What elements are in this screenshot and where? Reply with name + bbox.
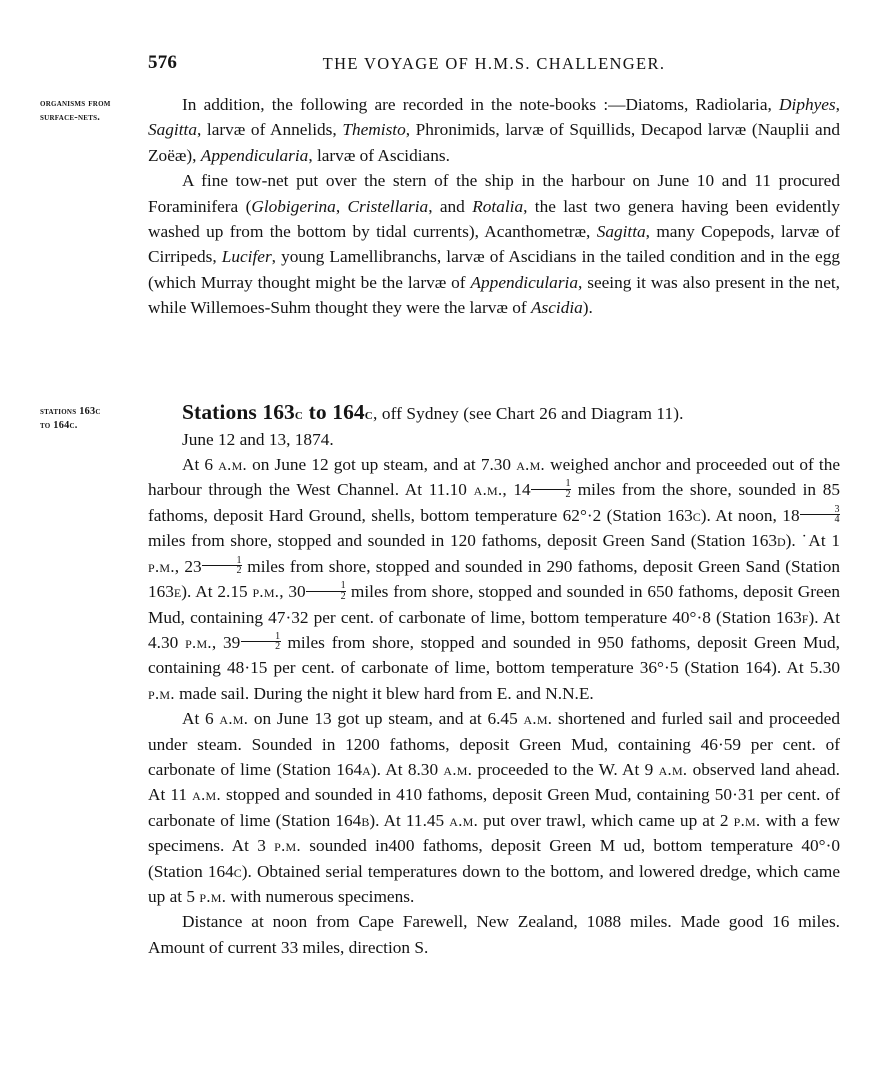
time-meridiem: a.m.	[516, 455, 545, 475]
time-meridiem: p.m.	[185, 632, 212, 652]
station-letter: d	[776, 531, 786, 551]
taxon-themisto: Themisto	[342, 120, 406, 140]
sidenote-organisms-line-1: organisms from	[40, 98, 111, 109]
paragraph-june-12-log: At 6 a.m. on June 12 got up steam, and at 7.30 a.m. weighed anchor and proceeded out of the harbour through the West Channel. At 11.10 a.m., 14 $\frac{1}{2}$ miles from the shore, sounded in 85 fathoms, deposit Hard Ground, shells, bottom temperature 62 ° · 2 (Station 163c). At noon, 18 $\frac{3}{4}$ miles from shore, stopped and sounded in 120 fathoms, deposit Green Sand (Station 163d). ˙At 1 p.m., 23 $\frac{1}{2}$ miles from shore, stopped and sounded in 290 fathoms, deposit Green Sand (Station 163e). At 2.15 p.m., 30 $\frac{1}{2}$ miles from shore, stopped and sounded in 650 fathoms, deposit Green Mud, containing 47 · 32 per cent. of carbonate of lime, bottom temperature 40 ° · 8 (Station 163f). At 4.30 p.m., 39 $\frac{1}{2}$ miles from shore, stopped and sounded in 950 fathoms, deposit Green Mud, containing 48 · 15 per cent. of carbonate of lime, bottom temperature 36 ° · 5 (Station 164). At 5.30 p.m. made sail. During the night it blew hard from E. and N.N.E.	[148, 452, 840, 706]
text-column	[148, 92, 840, 960]
time-meridiem: a.m.	[449, 810, 479, 830]
time-meridiem: a.m.	[473, 480, 503, 500]
section-spacer	[148, 321, 840, 399]
page-number: 576	[148, 52, 178, 73]
sidenote-stations-line-2: to 164c.	[40, 419, 78, 431]
degree-sign	[657, 658, 664, 677]
time-meridiem: p.m.	[148, 556, 175, 576]
station-letter: e	[173, 582, 182, 602]
taxon-rotalia: Rotalia	[472, 196, 524, 216]
taxon-lucifer: Lucifer	[221, 247, 272, 267]
station-letter: b	[361, 810, 370, 830]
paragraph-surface-net-organisms: In addition, the following are recorded in the note-books :—Diatoms, Radiolaria, Diphyes, Sagitta, larvæ of Annelids, Themisto, Phronimids, larvæ of Squillids, Decapod larvæ (Nauplii and Zoëæ), Appendicularia, larvæ of Ascidians.	[148, 95, 840, 165]
time-meridiem: a.m.	[218, 455, 247, 475]
sidenote-stations-line-1: stations 163c	[40, 406, 101, 417]
sidenote-organisms-line-2: surface-nets.	[40, 111, 101, 123]
station-letter: a	[362, 759, 371, 779]
time-meridiem: a.m.	[192, 785, 221, 805]
time-meridiem: a.m.	[658, 759, 688, 779]
taxon-globigerina: Globigerina	[251, 196, 336, 216]
taxon-sagitta: Sagitta	[148, 120, 197, 140]
running-head	[148, 52, 840, 74]
taxon-sagitta-2: Sagitta	[596, 222, 646, 242]
time-meridiem: a.m.	[219, 709, 249, 729]
section-heading-stations-163c-164c: Stations 163c to 164c, off Sydney (see Chart 26 and Diagram 11).	[182, 399, 684, 424]
taxon-appendicularia-2: Appendicularia	[470, 272, 578, 292]
station-letter: f	[801, 607, 809, 627]
paragraph-distance-summary: Distance at noon from Cape Farewell, New Zealand, 1088 miles. Made good 16 miles. Amount of current 33 miles, direction S.	[148, 912, 840, 957]
running-title: THE VOYAGE OF H.M.S. CHALLENGER.	[322, 54, 666, 73]
time-meridiem: p.m.	[252, 582, 280, 602]
taxon-appendicularia: Appendicularia	[200, 145, 309, 165]
sidenote-organisms-from-surface-nets	[40, 97, 152, 124]
time-meridiem: p.m.	[274, 836, 301, 856]
date-line: June 12 and 13, 1874.	[182, 429, 334, 449]
paragraph-tow-net-haul: A fine tow-net put over the stern of the ship in the harbour on June 10 and 11 procured Foraminifera (Globigerina, Cristellaria, and Rotalia, the last two genera having been evidently washed up from the bottom by tidal currents), Acanthometræ, Sagitta, many Copepods, larvæ of Cirripeds, Lucifer, young Lamellibranchs, larvæ of Ascidians in the tailed condition and in the egg (which Murray thought might be the larvæ of Appendicularia, seeing it was also present in the net, while Willemoes-Suhm thought they were the larvæ of Ascidia).	[148, 171, 841, 318]
station-letter: c	[233, 861, 242, 881]
degree-sign	[580, 506, 587, 525]
paragraph-june-13-log: At 6 a.m. on June 13 got up steam, and at 6.45 a.m. shortened and furled sail and proceeded under steam. Sounded in 1200 fathoms, deposit Green Mud, containing 46 · 59 per cent. of carbonate of lime (Station 164a). At 8.30 a.m. proceeded to the W. At 9 a.m. observed land ahead. At 11 a.m. stopped and sounded in 410 fathoms, deposit Green Mud, containing 50 · 31 per cent. of carbonate of lime (Station 164b). At 11.45 a.m. put over trawl, which came up at 2 p.m. with a few specimens. At 3 p.m. sounded in400 fathoms, deposit Green M ud, bottom temperature 40 ° · 0 (Station 164c). Obtained serial temperatures down to the bottom, and lowered dredge, which came up at 5 p.m. with numerous specimens.	[148, 706, 840, 909]
time-meridiem: a.m.	[523, 709, 553, 729]
taxon-diphyes: Diphyes	[779, 95, 836, 114]
fraction-one-half: $\frac{1}{2}$	[241, 632, 281, 652]
fraction-one-half: $\frac{1}{2}$	[202, 556, 242, 576]
time-meridiem: p.m.	[733, 810, 761, 830]
time-meridiem: p.m.	[199, 886, 227, 906]
fraction-one-half: $\frac{1}{2}$	[531, 479, 571, 499]
fraction-three-quarters: $\frac{3}{4}$	[800, 505, 840, 525]
taxon-cristellaria: Cristellaria	[347, 196, 429, 216]
fraction-one-half: $\frac{1}{2}$	[306, 581, 346, 601]
sidenote-stations-163c-to-164c	[40, 405, 152, 432]
station-letter: c	[692, 505, 701, 525]
taxon-ascidia: Ascidia	[530, 298, 583, 318]
degree-sign	[819, 836, 826, 855]
time-meridiem: p.m.	[148, 683, 175, 703]
time-meridiem: a.m.	[443, 759, 473, 779]
